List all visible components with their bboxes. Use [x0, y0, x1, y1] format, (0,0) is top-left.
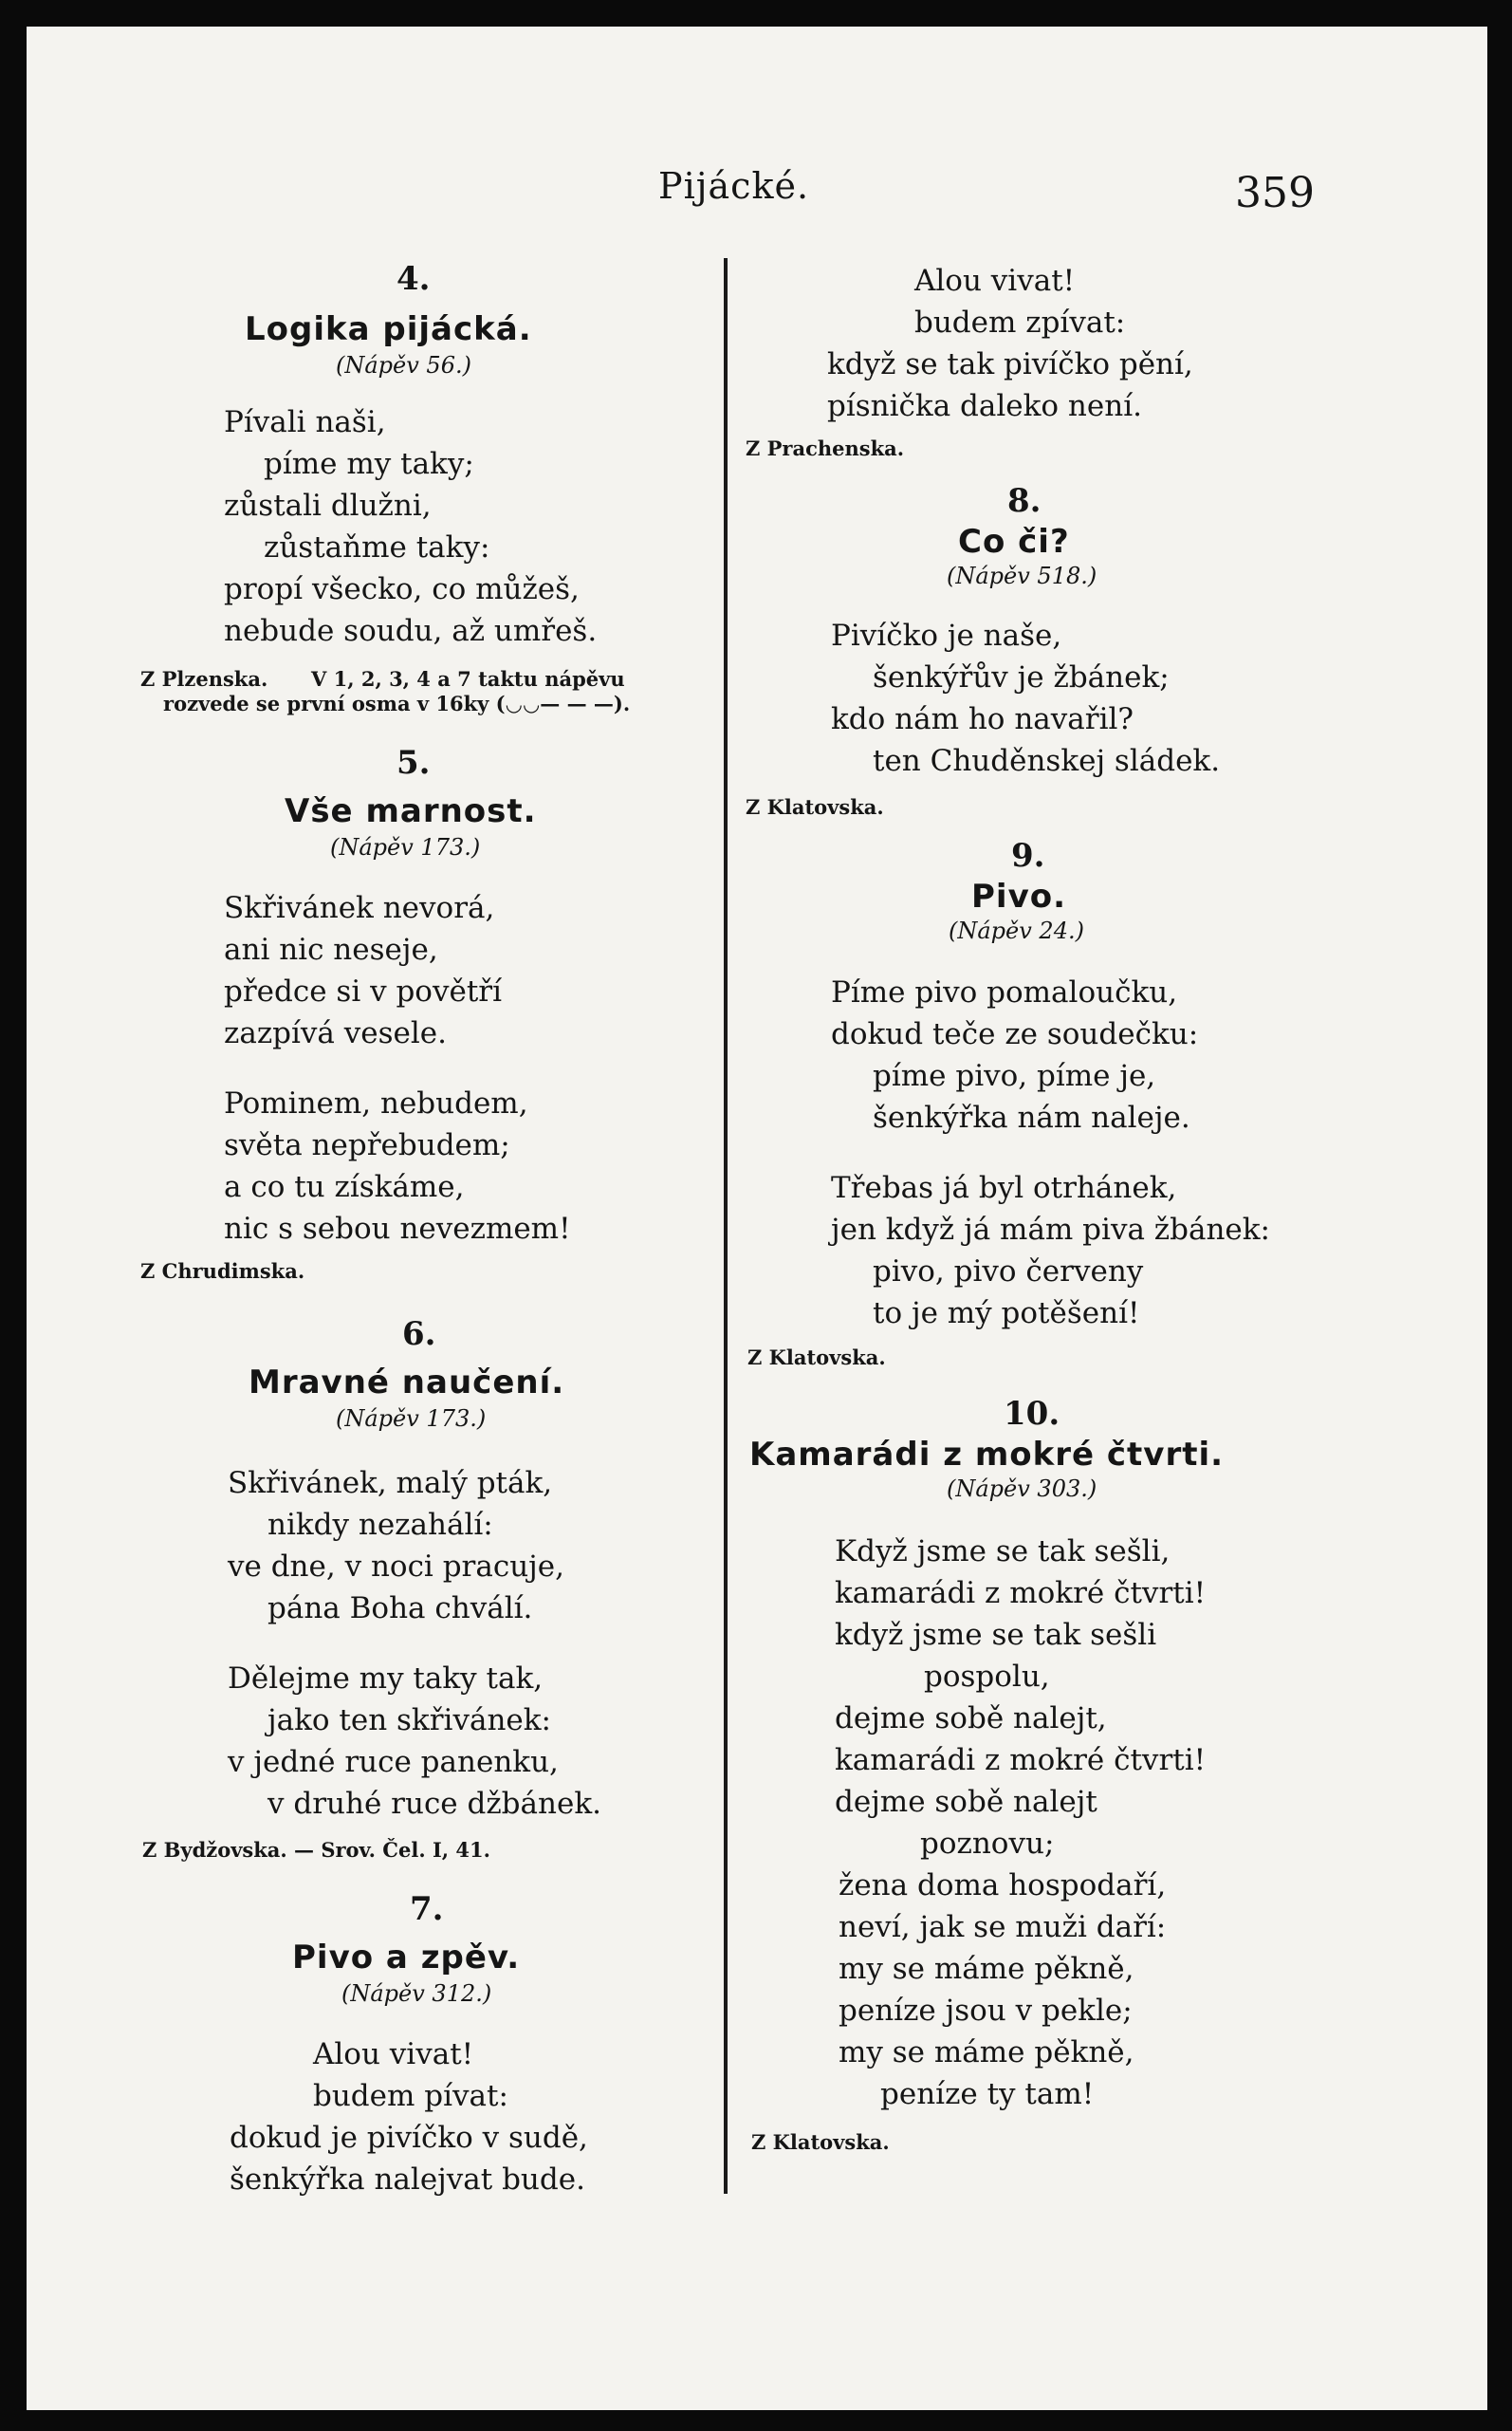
verse-line: Alou vivat! [914, 264, 1076, 298]
verse-line: Pivíčko je naše, [831, 619, 1062, 653]
column-divider [724, 258, 728, 2194]
verse-line: předce si v povětří [224, 974, 503, 1009]
verse-line: šenkýřka nalejvat bude. [230, 2162, 585, 2197]
verse-line: písnička daleko není. [827, 389, 1142, 423]
verse-line: dokud je pivíčko v sudě, [230, 2121, 588, 2155]
verse-line: Když jsme se tak sešli, [835, 1534, 1171, 1568]
source-note: Z Klatovska. [751, 2130, 890, 2154]
page-number: 359 [1235, 169, 1315, 217]
song-title: Logika pijácká. [245, 310, 532, 348]
verse-line: nic s sebou nevezmem! [224, 1212, 571, 1246]
song-number: 8. [1007, 482, 1042, 520]
verse-line: kamarádi z mokré čtvrti! [835, 1576, 1207, 1610]
verse-line: ve dne, v noci pracuje, [228, 1550, 564, 1584]
song-title: Kamarádi z mokré čtvrti. [749, 1436, 1225, 1474]
verse-line: světa nepřebudem; [224, 1128, 510, 1162]
melody-ref: (Nápěv 24.) [949, 918, 1084, 944]
verse-line: budem zpívat: [914, 306, 1126, 340]
melody-ref: (Nápěv 303.) [947, 1475, 1097, 1502]
source-note: Z Plzenska. [140, 667, 268, 691]
verse-line: Skřivánek nevorá, [224, 891, 495, 925]
verse-line: zůstaňme taky: [264, 530, 490, 565]
melody-note: rozvede se první osma v 16ky (◡◡— — —). [163, 692, 631, 715]
song-number: 5. [396, 744, 431, 782]
verse-line: pospolu, [924, 1660, 1050, 1694]
running-header: Pijácké. [658, 165, 810, 207]
song-number: 7. [410, 1890, 444, 1928]
verse-line: my se máme pěkně, [839, 1952, 1134, 1986]
source-note: Z Prachenska. [746, 436, 905, 460]
verse-line: když jsme se tak sešli [835, 1618, 1157, 1652]
song-title: Pivo. [971, 878, 1067, 916]
verse-line: kdo nám ho navařil? [831, 702, 1134, 736]
melody-ref: (Nápěv 173.) [330, 834, 481, 861]
source-note: Z Chrudimska. [140, 1259, 305, 1283]
song-title: Mravné naučení. [249, 1364, 565, 1401]
source-note: Z Klatovska. [747, 1345, 886, 1369]
verse-line: pivo, pivo červeny [873, 1254, 1144, 1289]
melody-note: V 1, 2, 3, 4 a 7 taktu nápěvu [311, 667, 625, 691]
verse-line: jen když já mám piva žbánek: [831, 1213, 1270, 1247]
song-number: 10. [1004, 1395, 1060, 1433]
verse-line: dejme sobě nalejt [835, 1785, 1097, 1819]
verse-line: ani nic neseje, [224, 933, 438, 967]
verse-line: ten Chuděnskej sládek. [873, 744, 1221, 778]
melody-ref: (Nápěv 312.) [341, 1980, 492, 2007]
verse-line: Třebas já byl otrhánek, [831, 1171, 1177, 1205]
verse-line: Alou vivat! [313, 2037, 474, 2071]
verse-line: dokud teče ze soudečku: [831, 1017, 1199, 1051]
song-number: 6. [402, 1315, 436, 1353]
verse-line: Píme pivo pomaloučku, [831, 975, 1178, 1010]
verse-line: šenkýřka nám naleje. [873, 1101, 1190, 1135]
verse-line: propí všecko, co můžeš, [224, 572, 580, 606]
verse-line: zazpívá vesele. [224, 1016, 447, 1050]
melody-ref: (Nápěv 56.) [336, 352, 471, 379]
verse-line: píme pivo, píme je, [873, 1059, 1156, 1093]
melody-ref: (Nápěv 518.) [947, 563, 1097, 589]
verse-line: dejme sobě nalejt, [835, 1701, 1107, 1735]
verse-line: jako ten skřivánek: [267, 1703, 551, 1737]
verse-line: Pominem, nebudem, [224, 1086, 528, 1121]
verse-line: zůstali dlužni, [224, 489, 432, 523]
verse-line: nikdy nezahálí: [267, 1508, 493, 1542]
verse-line: Dělejme my taky tak, [228, 1661, 544, 1696]
verse-line: my se máme pěkně, [839, 2035, 1134, 2069]
verse-line: a co tu získáme, [224, 1170, 465, 1204]
song-title: Co či? [958, 523, 1070, 561]
source-note: Z Klatovska. [746, 795, 884, 819]
verse-line: píme my taky; [264, 447, 474, 481]
verse-line: Skřivánek, malý pták, [228, 1466, 553, 1500]
verse-line: když se tak pivíčko pění, [827, 347, 1193, 381]
source-note: Z Bydžovska. — Srov. Čel. I, 41. [142, 1838, 490, 1862]
verse-line: to je mý potěšení! [873, 1296, 1140, 1330]
verse-line: pána Boha chválí. [267, 1591, 533, 1625]
song-number: 9. [1011, 837, 1045, 875]
song-title: Vše marnost. [285, 792, 537, 830]
verse-line: kamarádi z mokré čtvrti! [835, 1743, 1207, 1777]
verse-line: budem pívat: [313, 2079, 508, 2113]
verse-line: peníze ty tam! [880, 2077, 1095, 2111]
verse-line: nebude soudu, až umřeš. [224, 614, 598, 648]
verse-line: peníze jsou v pekle; [839, 1994, 1133, 2028]
verse-line: poznovu; [920, 1827, 1055, 1861]
verse-line: šenkýřův je žbánek; [873, 660, 1170, 695]
verse-line: žena doma hospodaří, [839, 1868, 1167, 1902]
verse-line: Pívali naši, [224, 405, 386, 439]
song-number: 4. [396, 260, 431, 298]
melody-ref: (Nápěv 173.) [336, 1405, 487, 1432]
song-title: Pivo a zpěv. [292, 1939, 521, 1976]
verse-line: neví, jak se muži daří: [839, 1910, 1167, 1944]
verse-line: v druhé ruce džbánek. [267, 1787, 601, 1821]
verse-line: v jedné ruce panenku, [228, 1745, 559, 1779]
